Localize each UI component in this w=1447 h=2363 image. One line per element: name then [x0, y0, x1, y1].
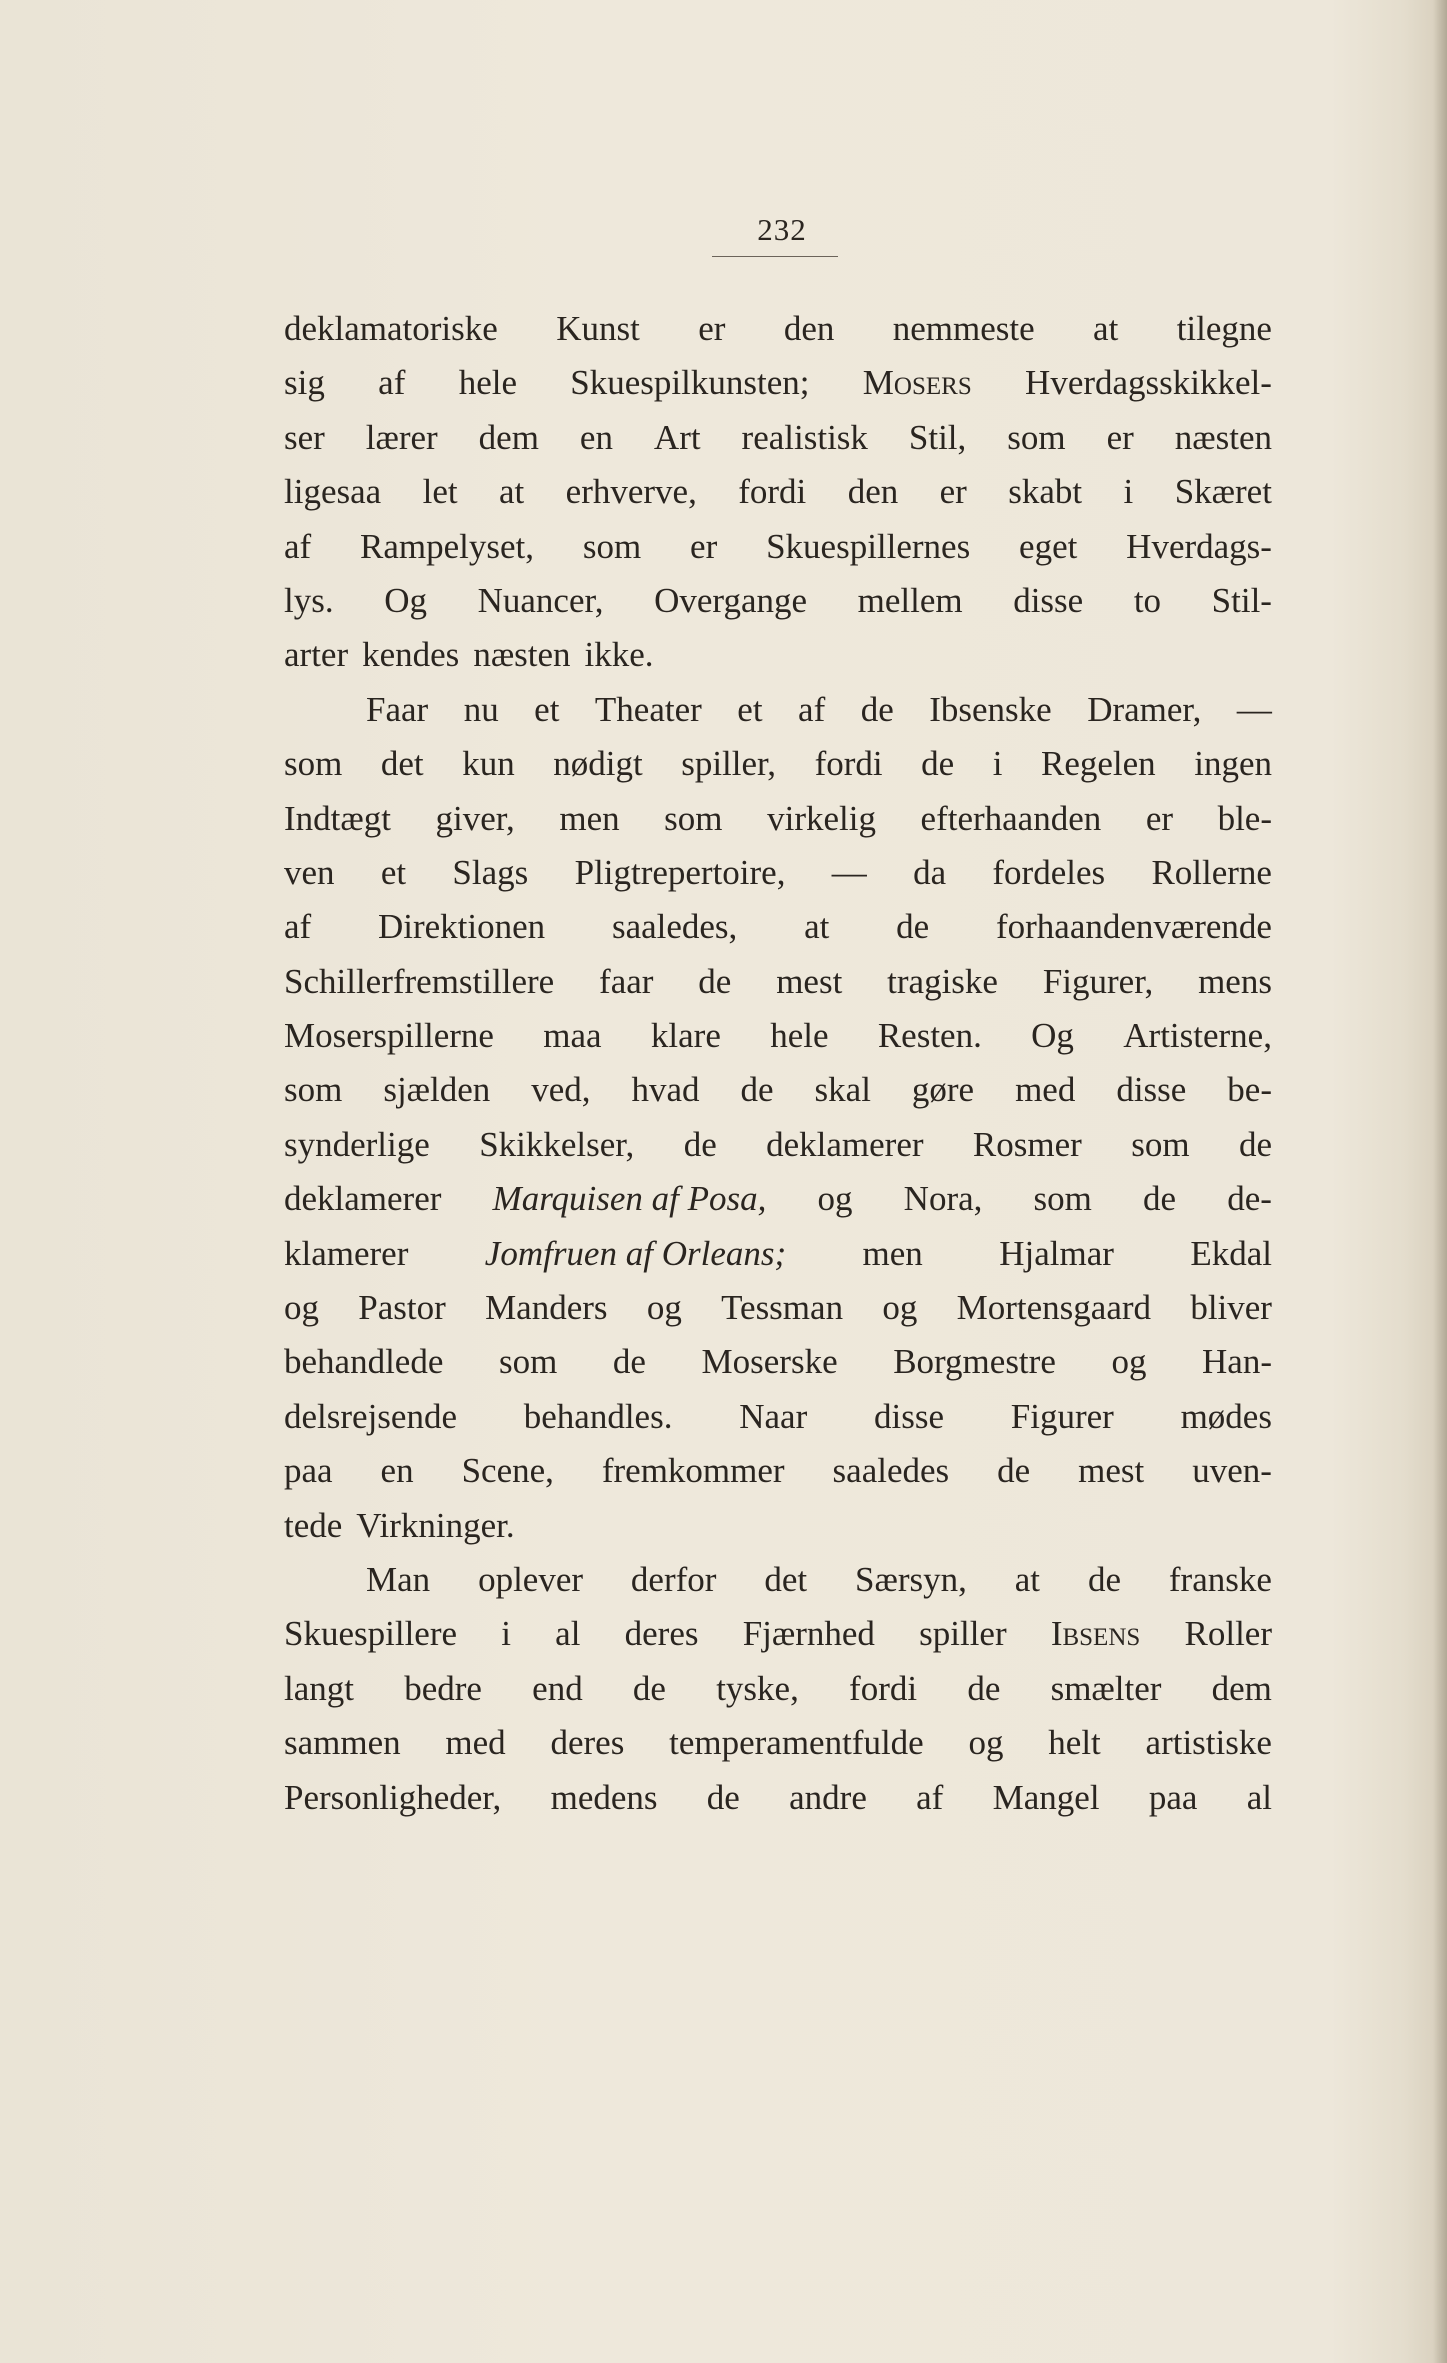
word: af [378, 363, 406, 403]
word: spiller [919, 1614, 1007, 1654]
word: Virkninger. [356, 1505, 515, 1545]
word: fordi [849, 1668, 918, 1708]
word: Mosers [862, 363, 972, 403]
word: ser [284, 417, 325, 457]
word: derfor [630, 1559, 717, 1599]
word: med [1015, 1070, 1076, 1110]
word: Rosmer [972, 1124, 1082, 1164]
word: det [380, 744, 424, 784]
word: virkelig [767, 798, 876, 838]
word: de [1238, 1124, 1272, 1164]
word: de [740, 1070, 774, 1110]
word: Scene, [461, 1451, 554, 1491]
word: Schillerfremstillere [284, 961, 555, 1001]
word: Slags [452, 852, 529, 892]
word: ligesaa [284, 472, 382, 512]
word: Resten. [877, 1016, 982, 1056]
word: end [532, 1668, 583, 1708]
word: Hjalmar [999, 1233, 1114, 1273]
word: realistisk [741, 417, 868, 457]
word: ingen [1194, 744, 1272, 784]
word: disse [1013, 580, 1084, 620]
word: Skuespillernes [766, 526, 971, 566]
word: gøre [911, 1070, 975, 1110]
text-line [284, 1499, 1272, 1553]
word: faar [599, 961, 654, 1001]
word: Personligheder, [284, 1777, 502, 1817]
word: Faar [366, 689, 429, 729]
word: den [783, 309, 835, 348]
word: deres [550, 1723, 625, 1763]
word: ven [284, 852, 335, 892]
text-line [284, 792, 1272, 846]
word: en [380, 1451, 414, 1491]
word: Moserspillerne [284, 1016, 494, 1056]
word: to [1133, 580, 1162, 620]
word: — [1236, 689, 1272, 729]
word: efterhaanden [920, 798, 1102, 838]
text-line [284, 1607, 1272, 1661]
word: Pastor [358, 1288, 446, 1328]
text-line [284, 520, 1272, 574]
word: et [380, 852, 407, 892]
word: artistiske [1145, 1723, 1272, 1763]
word: ble- [1217, 798, 1272, 838]
page-number: 232 [757, 212, 807, 247]
word: al [555, 1614, 581, 1654]
word: fremkommer [601, 1451, 785, 1491]
word: i [501, 1614, 511, 1654]
word: paa [284, 1451, 333, 1491]
word: Og [1031, 1016, 1074, 1056]
word: temperamentfulde [669, 1723, 924, 1763]
word: en [579, 417, 613, 457]
word: let [422, 472, 458, 512]
word: langt [284, 1668, 354, 1708]
word: af [284, 526, 312, 566]
word: Man [366, 1559, 431, 1599]
word: arter [284, 635, 349, 675]
word: deres [624, 1614, 699, 1654]
word: disse [874, 1396, 944, 1436]
word: de [860, 689, 894, 729]
text-line [284, 1553, 1272, 1607]
word: i [1123, 472, 1134, 512]
word: et [737, 689, 763, 729]
word: mellem [857, 580, 963, 620]
word: næsten [1174, 417, 1272, 457]
word: mødes [1180, 1396, 1272, 1436]
body-text [284, 302, 1272, 1825]
word: Og [384, 580, 427, 620]
word: de [1087, 1559, 1121, 1599]
word: tede [284, 1505, 343, 1545]
word: af [916, 1777, 944, 1817]
word: og [1111, 1342, 1147, 1382]
word: de [612, 1342, 646, 1382]
word: ikke. [584, 635, 654, 675]
word: Nuancer, [477, 580, 604, 620]
word: de [997, 1451, 1031, 1491]
word: Særsyn, [855, 1559, 967, 1599]
word: — [831, 852, 867, 892]
word: nu [463, 689, 499, 729]
text-line [284, 1662, 1272, 1716]
word: hele [770, 1016, 829, 1056]
word: de [921, 744, 955, 784]
word: men [559, 798, 620, 838]
word: fordeles [992, 852, 1106, 892]
word: som [1033, 1179, 1092, 1219]
word: de [896, 907, 930, 947]
word: Skuespilkunsten; [570, 363, 810, 403]
word: Dramer, [1087, 689, 1202, 729]
word: Skæret [1174, 472, 1272, 512]
word: de [698, 961, 732, 1001]
word: Figurer [1010, 1396, 1114, 1436]
word: som [498, 1342, 558, 1382]
word: Mangel [992, 1777, 1100, 1817]
word: Kunst [556, 309, 640, 348]
word: nemmeste [892, 309, 1035, 348]
word: Borgmestre [893, 1342, 1056, 1382]
word: spiller, [681, 744, 777, 784]
text-line [284, 1118, 1272, 1172]
word: Hverdags- [1126, 526, 1272, 566]
word: tyske, [716, 1668, 799, 1708]
text-line [284, 1281, 1272, 1335]
word: smælter [1050, 1668, 1162, 1708]
word: Skuespillere [284, 1614, 458, 1654]
word: lys. [284, 580, 334, 620]
word: Mortensgaard [956, 1288, 1152, 1328]
text-line [284, 1390, 1272, 1444]
word: Moserske [701, 1342, 838, 1382]
word: at [498, 472, 525, 512]
word: som [284, 744, 343, 784]
word: eget [1019, 526, 1078, 566]
word: klare [650, 1016, 721, 1056]
text-line [284, 1172, 1272, 1226]
word: de [706, 1777, 740, 1817]
text-line [284, 1444, 1272, 1498]
text-line [284, 737, 1272, 791]
word: paa [1148, 1777, 1198, 1817]
word: Rollerne [1151, 852, 1272, 892]
word: og [968, 1723, 1004, 1763]
word: medens [550, 1777, 658, 1817]
word: saaledes [832, 1451, 950, 1491]
word: Stil, [908, 417, 967, 457]
word: deklamerer [284, 1179, 442, 1219]
word: franske [1168, 1559, 1272, 1599]
word: giver, [435, 798, 515, 838]
text-line [284, 1771, 1272, 1825]
word: da [913, 852, 947, 892]
word: Naar [739, 1396, 808, 1436]
word: behandlede [284, 1342, 444, 1382]
word: er [1106, 417, 1134, 457]
word: deklamatoriske [284, 309, 498, 348]
word: Overgange [654, 580, 808, 620]
word: skabt [1008, 472, 1083, 512]
word: andre [789, 1777, 867, 1817]
word: al [1246, 1777, 1272, 1817]
word: be- [1227, 1070, 1272, 1110]
word: dem [478, 417, 539, 457]
word: disse [1116, 1070, 1187, 1110]
word: og [284, 1288, 319, 1328]
word: dem [1211, 1668, 1272, 1708]
word: af [798, 689, 826, 729]
word: Rampelyset, [360, 526, 535, 566]
word: er [698, 309, 726, 348]
word: tilegne [1176, 309, 1272, 348]
word: Tessman [721, 1288, 844, 1328]
word: Pligtrepertoire, [574, 852, 786, 892]
word: kendes [362, 635, 460, 675]
word: Direktionen [377, 907, 546, 947]
word: Hverdagsskikkel- [1025, 363, 1272, 403]
text-line [284, 302, 1272, 356]
word: Fjærnhed [742, 1614, 875, 1654]
word: lærer [365, 417, 438, 457]
word: nødigt [553, 744, 643, 784]
word: maa [543, 1016, 602, 1056]
word: at [804, 907, 830, 947]
word: er [1145, 798, 1174, 838]
word: mens [1198, 961, 1272, 1001]
word: behandles. [523, 1396, 673, 1436]
word: og [646, 1288, 682, 1328]
text-line [284, 1009, 1272, 1063]
word: næsten [473, 635, 571, 675]
text-line [284, 628, 1272, 682]
word: og [882, 1288, 918, 1328]
text-line [284, 1227, 1272, 1281]
word: er [690, 526, 718, 566]
word: mest [1078, 1451, 1145, 1491]
word: Nora, [903, 1179, 983, 1219]
word: ved, [531, 1070, 591, 1110]
text-line [284, 574, 1272, 628]
word: bliver [1190, 1288, 1272, 1328]
text-line [284, 356, 1272, 410]
word: forhaandenværende [995, 907, 1272, 947]
word: som [284, 1070, 343, 1110]
text-line [284, 1716, 1272, 1770]
word: som [582, 526, 642, 566]
word: de [683, 1124, 717, 1164]
word: klamerer [284, 1233, 409, 1273]
word: men [862, 1233, 923, 1273]
word: sjælden [383, 1070, 491, 1110]
word: Theater [594, 689, 702, 729]
word: at [1014, 1559, 1041, 1599]
word: hele [458, 363, 517, 403]
page-edge-shadow [1433, 0, 1447, 2363]
word: helt [1048, 1723, 1101, 1763]
word: fordi [738, 472, 807, 512]
word: sammen [284, 1723, 401, 1763]
word: som [1131, 1124, 1190, 1164]
word: Figurer, [1042, 961, 1154, 1001]
word: Marquisen af Posa, [492, 1179, 767, 1219]
word: Artisterne, [1123, 1016, 1272, 1056]
text-line [284, 411, 1272, 465]
text-line [284, 683, 1272, 737]
word: uven- [1192, 1451, 1272, 1491]
word: Ibsenske [929, 689, 1052, 729]
word: i [992, 744, 1003, 784]
word: at [1093, 309, 1119, 348]
text-line [284, 1335, 1272, 1389]
word: bedre [404, 1668, 482, 1708]
word: det [764, 1559, 808, 1599]
word: de- [1227, 1179, 1272, 1219]
word: Jomfruen af Orleans; [484, 1233, 787, 1273]
text-line [284, 955, 1272, 1009]
word: Roller [1184, 1614, 1272, 1654]
word: oplever [478, 1559, 584, 1599]
word: kun [462, 744, 515, 784]
word: Ekdal [1190, 1233, 1272, 1273]
word: af [284, 907, 312, 947]
word: den [847, 472, 899, 512]
page-number-rule [712, 256, 838, 257]
word: synderlige [284, 1124, 430, 1164]
word: fordi [814, 744, 883, 784]
text-line [284, 900, 1272, 954]
word: skal [814, 1070, 871, 1110]
word: saaledes, [611, 907, 738, 947]
word: et [534, 689, 560, 729]
word: og [817, 1179, 853, 1219]
word: de [632, 1668, 666, 1708]
word: sig [284, 363, 325, 403]
word: erhverve, [565, 472, 697, 512]
word: Indtægt [284, 798, 391, 838]
word: Ibsens [1050, 1614, 1141, 1654]
word: med [445, 1723, 506, 1763]
word: Art [653, 417, 701, 457]
word: mest [776, 961, 843, 1001]
word: Regelen [1041, 744, 1156, 784]
text-line [284, 1063, 1272, 1117]
word: Stil- [1211, 580, 1272, 620]
word: de [967, 1668, 1001, 1708]
word: Skikkelser, [479, 1124, 635, 1164]
word: deklamerer [766, 1124, 924, 1164]
word: hvad [631, 1070, 700, 1110]
text-line [284, 465, 1272, 519]
word: tragiske [887, 961, 998, 1001]
word: de [1143, 1179, 1177, 1219]
text-line [284, 846, 1272, 900]
word: delsrejsende [284, 1396, 457, 1436]
word: er [939, 472, 967, 512]
word: Manders [485, 1288, 608, 1328]
word: som [1007, 417, 1066, 457]
word: som [664, 798, 723, 838]
word: Han- [1202, 1342, 1272, 1382]
